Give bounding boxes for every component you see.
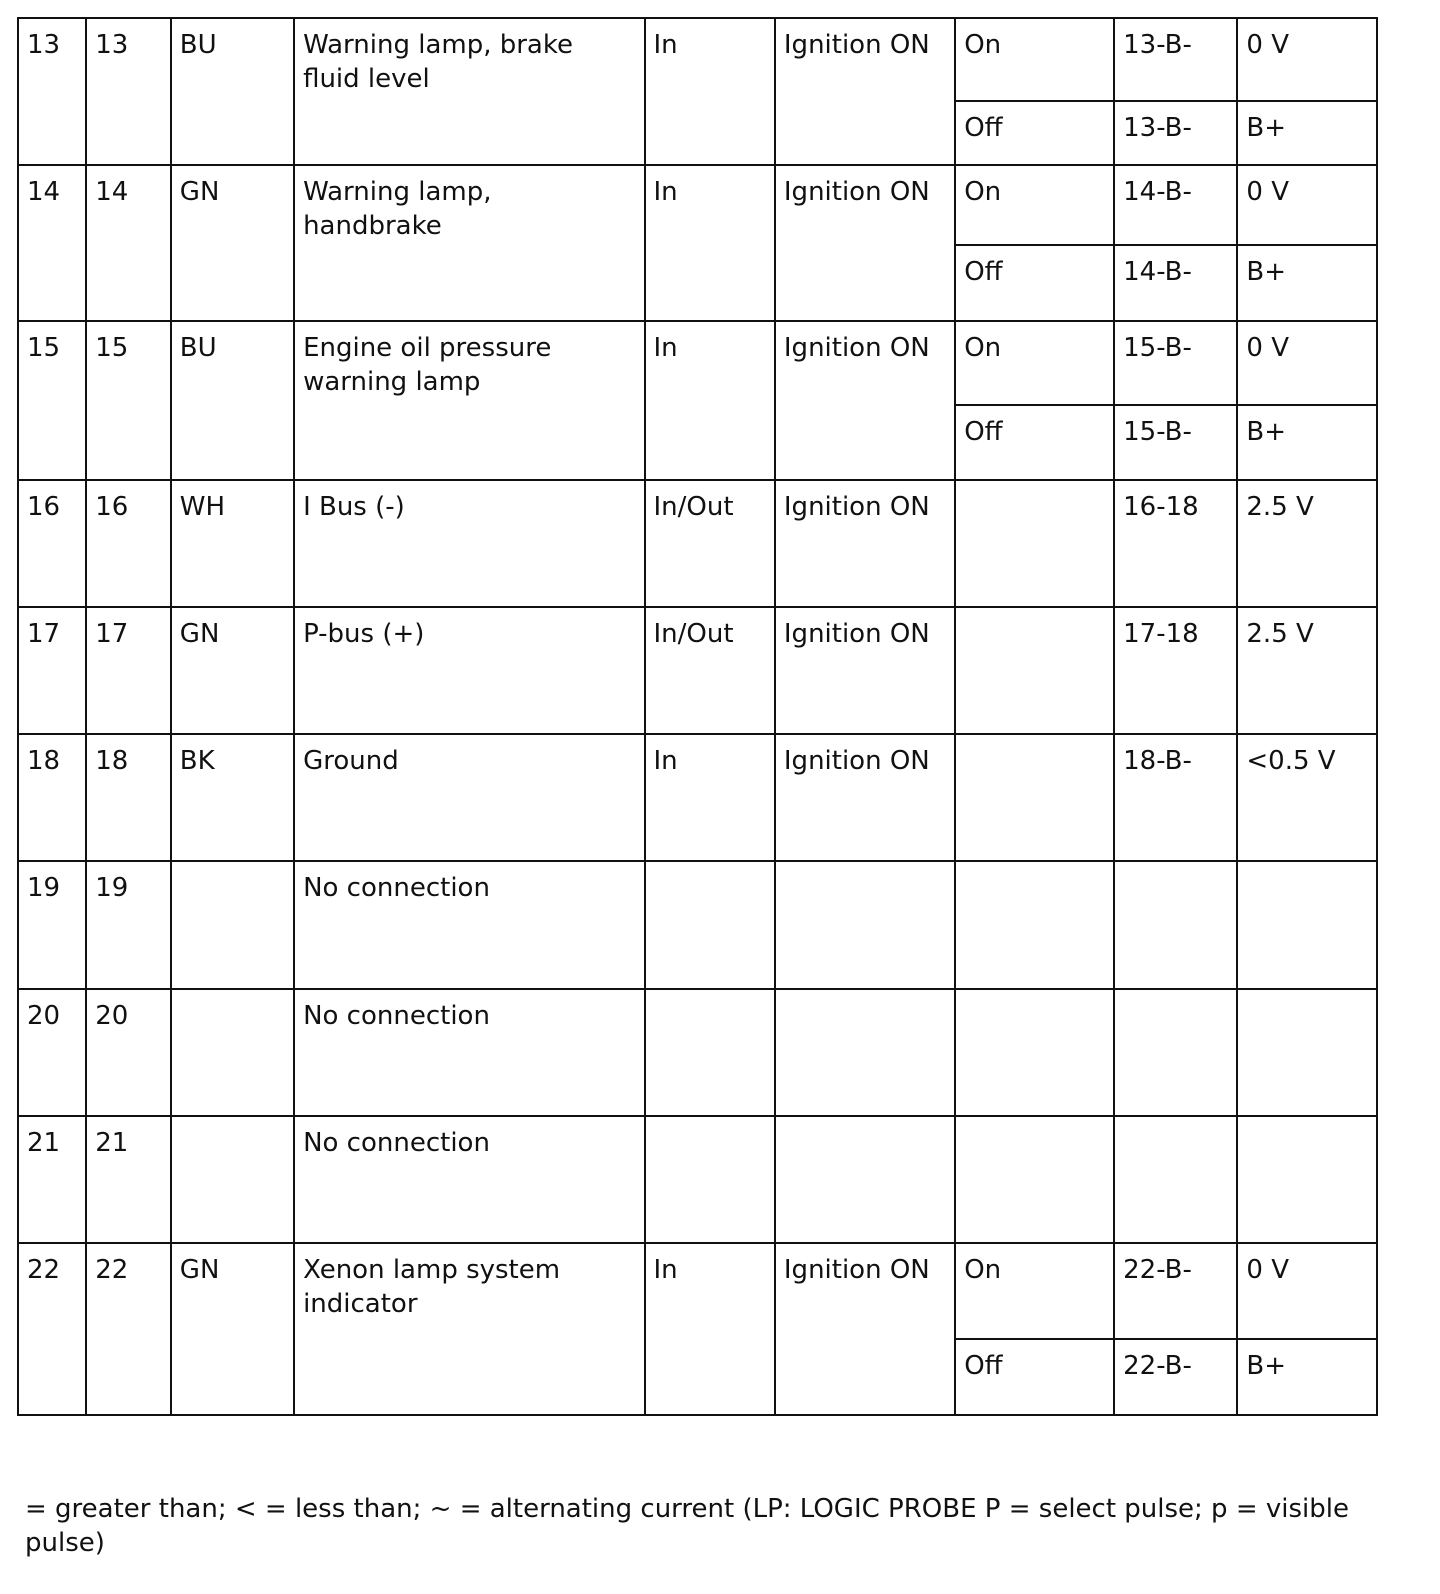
direction-cell: In bbox=[645, 321, 775, 480]
state-cell: On bbox=[955, 165, 1114, 245]
wire-color-cell bbox=[171, 861, 294, 989]
table-row bbox=[18, 861, 1377, 989]
pin-number-cell: 20 bbox=[18, 989, 86, 1116]
wire-color-cell bbox=[171, 1116, 294, 1243]
pin-number-cell: 15 bbox=[18, 321, 86, 480]
measure-point-cell: 14-B- bbox=[1114, 245, 1237, 321]
state-cell: Off bbox=[955, 1339, 1114, 1415]
direction-cell: In bbox=[645, 1243, 775, 1415]
table-row bbox=[18, 607, 1377, 734]
measure-point-cell: 13-B- bbox=[1114, 101, 1237, 165]
wire-color-cell: GN bbox=[171, 607, 294, 734]
condition-cell bbox=[775, 989, 955, 1116]
measure-point-cell: 18-B- bbox=[1114, 734, 1237, 861]
condition-cell: Ignition ON bbox=[775, 734, 955, 861]
pin-number-cell: 21 bbox=[18, 1116, 86, 1243]
value-cell: 0 V bbox=[1237, 18, 1377, 101]
value-cell: 0 V bbox=[1237, 1243, 1377, 1339]
value-cell bbox=[1237, 861, 1377, 989]
pin-number-cell: 17 bbox=[18, 607, 86, 734]
pin-number-cell: 13 bbox=[18, 18, 86, 165]
measure-point-cell bbox=[1114, 861, 1237, 989]
terminal-cell: 19 bbox=[86, 861, 171, 989]
wire-color-cell: WH bbox=[171, 480, 294, 607]
table-row bbox=[18, 321, 1377, 405]
terminal-cell: 17 bbox=[86, 607, 171, 734]
table-row bbox=[18, 18, 1377, 101]
direction-cell bbox=[645, 1116, 775, 1243]
value-cell: 0 V bbox=[1237, 165, 1377, 245]
terminal-cell: 22 bbox=[86, 1243, 171, 1415]
measure-point-cell: 22-B- bbox=[1114, 1339, 1237, 1415]
description-cell: No connection bbox=[294, 1116, 644, 1243]
description-cell: P-bus (+) bbox=[294, 607, 644, 734]
measure-point-cell bbox=[1114, 989, 1237, 1116]
description-cell: I Bus (-) bbox=[294, 480, 644, 607]
wire-color-cell: GN bbox=[171, 1243, 294, 1415]
table-row bbox=[18, 1243, 1377, 1339]
state-cell: On bbox=[955, 321, 1114, 405]
direction-cell bbox=[645, 861, 775, 989]
description-cell: No connection bbox=[294, 861, 644, 989]
value-cell: 2.5 V bbox=[1237, 607, 1377, 734]
pin-number-cell: 22 bbox=[18, 1243, 86, 1415]
terminal-cell: 21 bbox=[86, 1116, 171, 1243]
condition-cell: Ignition ON bbox=[775, 607, 955, 734]
measure-point-cell: 22-B- bbox=[1114, 1243, 1237, 1339]
direction-cell: In/Out bbox=[645, 607, 775, 734]
direction-cell: In bbox=[645, 734, 775, 861]
table-row bbox=[18, 734, 1377, 861]
direction-cell: In/Out bbox=[645, 480, 775, 607]
wire-color-cell: BK bbox=[171, 734, 294, 861]
description-cell: Engine oil pressure warning lamp bbox=[294, 321, 644, 480]
state-cell: On bbox=[955, 1243, 1114, 1339]
table-row bbox=[18, 480, 1377, 607]
measure-point-cell bbox=[1114, 1116, 1237, 1243]
description-cell: Warning lamp, brake fluid level bbox=[294, 18, 644, 165]
description-cell: Xenon lamp system indicator bbox=[294, 1243, 644, 1415]
measure-point-cell: 15-B- bbox=[1114, 405, 1237, 480]
condition-cell: Ignition ON bbox=[775, 18, 955, 165]
terminal-cell: 16 bbox=[86, 480, 171, 607]
description-cell: Ground bbox=[294, 734, 644, 861]
footnote: = greater than; < = less than; ~ = alternating current (LP: LOGIC PROBE P = select pulse; p = visible pulse) bbox=[25, 1494, 1349, 1558]
state-cell bbox=[955, 480, 1114, 607]
state-cell bbox=[955, 607, 1114, 734]
condition-cell: Ignition ON bbox=[775, 1243, 955, 1415]
state-cell: Off bbox=[955, 245, 1114, 321]
terminal-cell: 14 bbox=[86, 165, 171, 321]
state-cell: Off bbox=[955, 101, 1114, 165]
terminal-cell: 13 bbox=[86, 18, 171, 165]
description-cell: Warning lamp, handbrake bbox=[294, 165, 644, 321]
direction-cell: In bbox=[645, 18, 775, 165]
measure-point-cell: 13-B- bbox=[1114, 18, 1237, 101]
pin-table bbox=[17, 17, 1378, 1416]
pin-number-cell: 18 bbox=[18, 734, 86, 861]
condition-cell: Ignition ON bbox=[775, 165, 955, 321]
value-cell bbox=[1237, 989, 1377, 1116]
pin-number-cell: 16 bbox=[18, 480, 86, 607]
value-cell: B+ bbox=[1237, 245, 1377, 321]
condition-cell bbox=[775, 861, 955, 989]
state-cell: Off bbox=[955, 405, 1114, 480]
value-cell: B+ bbox=[1237, 1339, 1377, 1415]
measure-point-cell: 15-B- bbox=[1114, 321, 1237, 405]
state-cell bbox=[955, 1116, 1114, 1243]
measure-point-cell: 17-18 bbox=[1114, 607, 1237, 734]
state-cell bbox=[955, 734, 1114, 861]
wire-color-cell: GN bbox=[171, 165, 294, 321]
state-cell bbox=[955, 861, 1114, 989]
pin-number-cell: 14 bbox=[18, 165, 86, 321]
terminal-cell: 18 bbox=[86, 734, 171, 861]
direction-cell bbox=[645, 989, 775, 1116]
wire-color-cell bbox=[171, 989, 294, 1116]
value-cell bbox=[1237, 1116, 1377, 1243]
direction-cell: In bbox=[645, 165, 775, 321]
pin-number-cell: 19 bbox=[18, 861, 86, 989]
condition-cell: Ignition ON bbox=[775, 480, 955, 607]
state-cell: On bbox=[955, 18, 1114, 101]
state-cell bbox=[955, 989, 1114, 1116]
measure-point-cell: 16-18 bbox=[1114, 480, 1237, 607]
value-cell: <0.5 V bbox=[1237, 734, 1377, 861]
description-cell: No connection bbox=[294, 989, 644, 1116]
condition-cell bbox=[775, 1116, 955, 1243]
value-cell: 0 V bbox=[1237, 321, 1377, 405]
measure-point-cell: 14-B- bbox=[1114, 165, 1237, 245]
table-row bbox=[18, 165, 1377, 245]
wire-color-cell: BU bbox=[171, 18, 294, 165]
terminal-cell: 20 bbox=[86, 989, 171, 1116]
terminal-cell: 15 bbox=[86, 321, 171, 480]
table-row bbox=[18, 1116, 1377, 1243]
value-cell: B+ bbox=[1237, 101, 1377, 165]
wire-color-cell: BU bbox=[171, 321, 294, 480]
condition-cell: Ignition ON bbox=[775, 321, 955, 480]
value-cell: B+ bbox=[1237, 405, 1377, 480]
table-row bbox=[18, 989, 1377, 1116]
value-cell: 2.5 V bbox=[1237, 480, 1377, 607]
